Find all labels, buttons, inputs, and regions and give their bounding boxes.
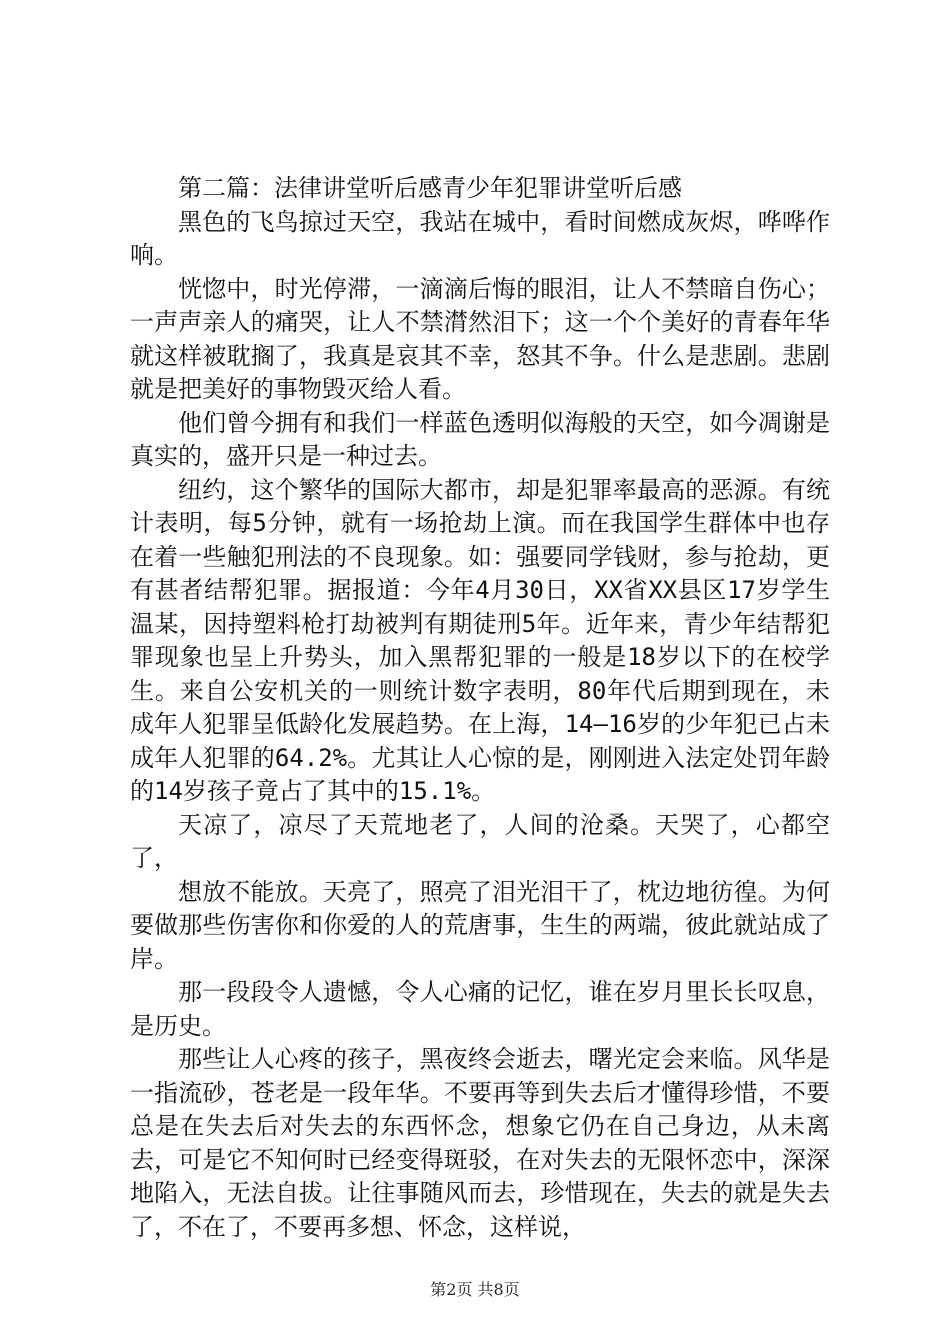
paragraph: 他们曾今拥有和我们一样蓝色透明似海般的天空，如今凋谢是真实的，盛开只是一种过去。 xyxy=(130,408,830,470)
page-footer: 第2页 共8页 xyxy=(430,1280,520,1299)
document-title: 第二篇：法律讲堂听后感青少年犯罪讲堂听后感 xyxy=(178,174,682,202)
document-body xyxy=(130,172,830,1244)
paragraph: 恍惚中，时光停滞，一滴滴后悔的眼泪，让人不禁暗自伤心；一声声亲人的痛哭，让人不禁潸然泪下；这一个个美好的青春年华就这样被耽搁了，我真是哀其不幸，怒其不争。什么是悲剧。悲剧就是把美好的事物毁灭给人看。 xyxy=(130,274,830,403)
paragraph: 想放不能放。天亮了，照亮了泪光泪干了，枕边地彷徨。为何要做那些伤害你和你爱的人的荒唐事，生生的两端，彼此就站成了岸。 xyxy=(130,877,830,973)
paragraph: 那些让人心疼的孩子，黑夜终会逝去，曙光定会来临。风华是一指流砂，苍老是一段年华。不要再等到失去后才懂得珍惜，不要总是在失去后对失去的东西怀念，想象它仍在自己身边，从未离去，可是它不知何时已经变得斑驳，在对失去的无限怀恋中，深深地陷入，无法自拔。让往事随风而去，珍惜现在，失去的就是失去了，不在了，不要再多想、怀念，这样说， xyxy=(130,1045,830,1241)
paragraph: 纽约，这个繁华的国际大都市，却是犯罪率最高的恶源。有统计表明，每5分钟，就有一场抢劫上演。而在我国学生群体中也存在着一些触犯刑法的不良现象。如：强要同学钱财，参与抢劫，更有甚者结帮犯罪。据报道：今年4月30日，XX省XX县区17岁学生温某，因持塑料枪打劫被判有期徒刑5年。近年来，青少年结帮犯罪现象也呈上升势头，加入黑帮犯罪的一般是18岁以下的在校学生。来自公安机关的一则统计数字表明，80年代后期到现在，未成年人犯罪呈低龄化发展趋势。在上海，14—16岁的少年犯已占未成年人犯罪的64.2%。尤其让人心惊的是，刚刚进入法定处罚年龄的14岁孩子竟占了其中的15.1%。 xyxy=(130,475,830,805)
paragraph: 黑色的飞鸟掠过天空，我站在城中，看时间燃成灰烬，哗哗作响。 xyxy=(130,207,830,269)
paragraph: 那一段段令人遗憾，令人心痛的记忆，谁在岁月里长长叹息，是历史。 xyxy=(130,978,830,1040)
paragraph: 天凉了，凉尽了天荒地老了，人间的沧桑。天哭了，心都空了， xyxy=(130,810,830,872)
